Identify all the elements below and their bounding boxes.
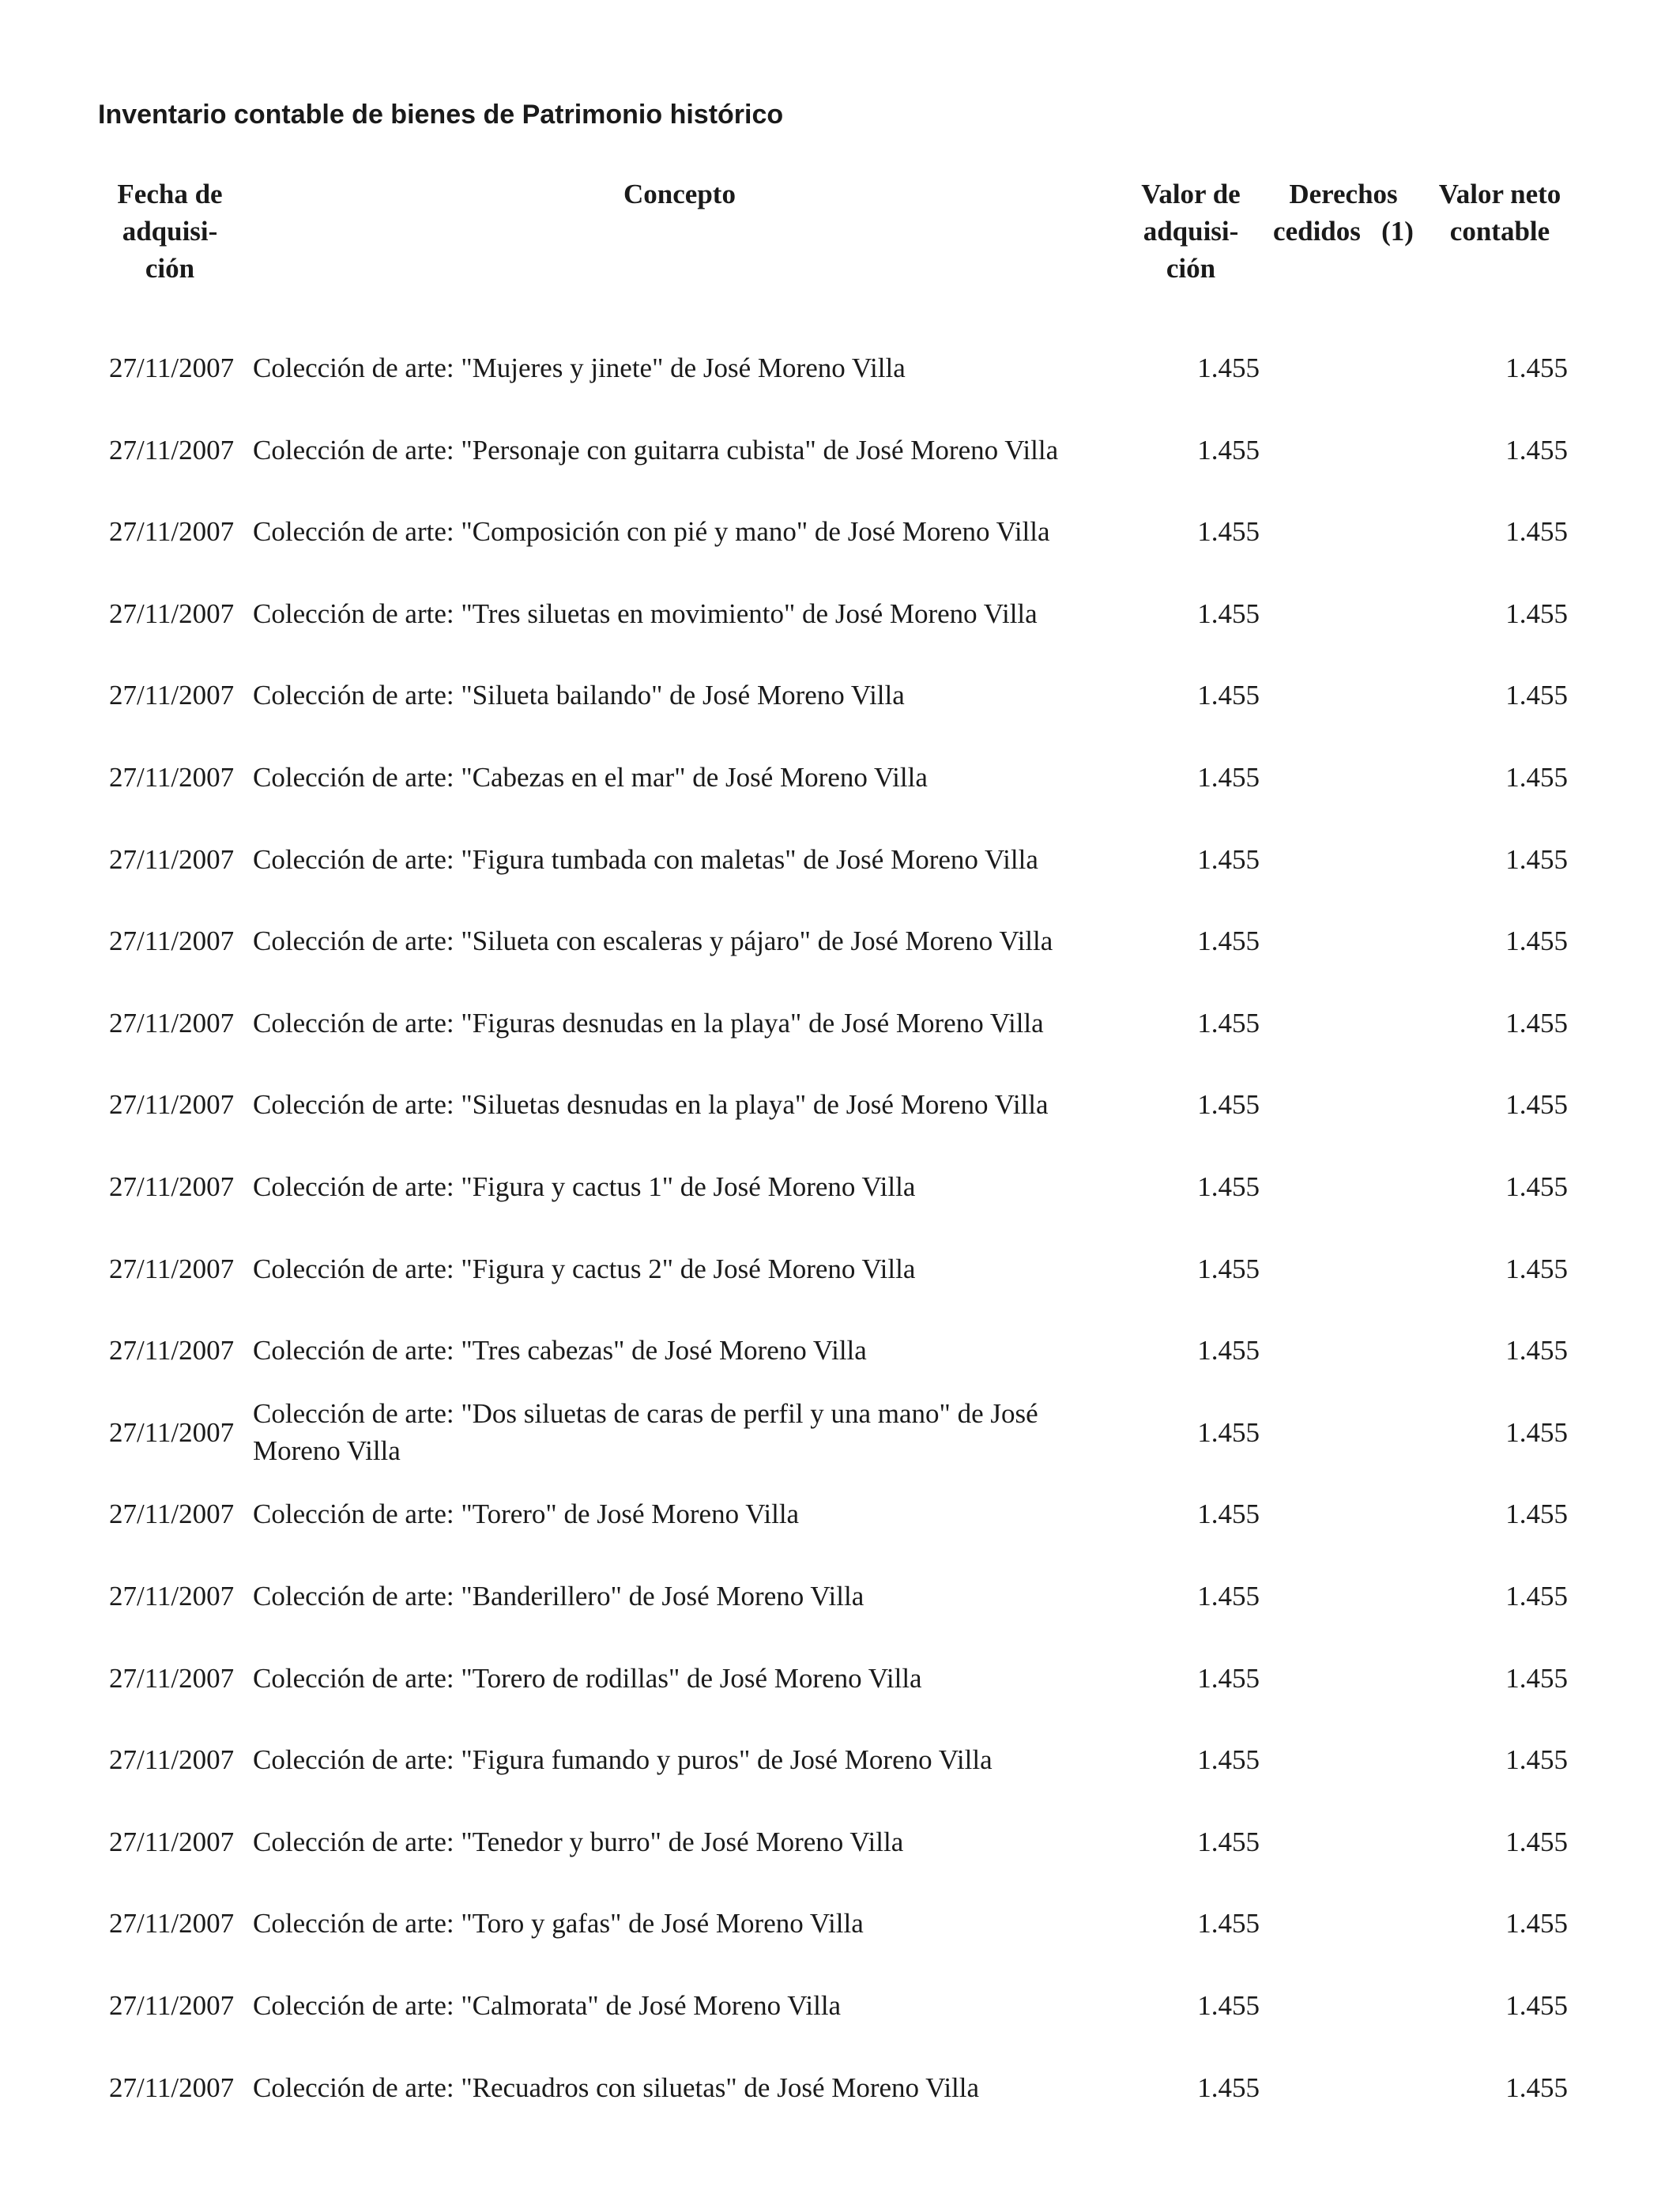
cell-valor-neto-text: 1.455 <box>1505 1662 1568 1694</box>
cell-valor-adquisicion <box>1122 578 1260 649</box>
cell-valor-neto-text: 1.455 <box>1505 2071 1568 2103</box>
table-row <box>0 1478 1680 1549</box>
cell-valor-adquisicion <box>1122 659 1260 730</box>
cell-valor-adquisicion <box>1122 824 1260 895</box>
cell-valor-neto-text: 1.455 <box>1505 1498 1568 1529</box>
cell-valor-neto-text: 1.455 <box>1505 1007 1568 1039</box>
cell-valor-neto-text: 1.455 <box>1505 1253 1568 1284</box>
column-header-derechos-cedidos <box>1264 175 1422 250</box>
cell-date <box>109 905 245 976</box>
column-header-derechos-line: Derechos <box>1289 179 1398 209</box>
cell-concept <box>253 2052 1114 2123</box>
cell-valor-neto <box>1422 1397 1568 1468</box>
cell-date <box>109 741 245 812</box>
cell-derechos-cedidos <box>1272 414 1414 485</box>
cell-date <box>109 824 245 895</box>
cell-derechos-cedidos <box>1272 332 1414 403</box>
cell-concept <box>253 987 1114 1058</box>
cell-derechos-cedidos <box>1272 1560 1414 1631</box>
cell-valor-adquisicion-text: 1.455 <box>1197 1171 1260 1202</box>
cell-concept <box>253 414 1114 485</box>
cell-valor-neto <box>1422 1724 1568 1795</box>
cell-valor-adquisicion <box>1122 1887 1260 1958</box>
cell-valor-neto-text: 1.455 <box>1505 1088 1568 1120</box>
cell-valor-neto <box>1422 332 1568 403</box>
column-header-neto-line: contable <box>1449 216 1550 247</box>
cell-concept <box>253 1478 1114 1549</box>
cell-valor-adquisicion <box>1122 741 1260 812</box>
cell-concept-text: Colección de arte: "Tres siluetas en movimiento" de José Moreno Villa <box>253 598 1038 629</box>
cell-date-text: 27/11/2007 <box>109 352 235 383</box>
cell-valor-adquisicion <box>1122 987 1260 1058</box>
cell-valor-neto-text: 1.455 <box>1505 1580 1568 1612</box>
cell-valor-neto-text: 1.455 <box>1505 1907 1568 1939</box>
cell-valor-neto-text: 1.455 <box>1505 679 1568 711</box>
cell-valor-adquisicion <box>1122 905 1260 976</box>
cell-valor-neto <box>1422 824 1568 895</box>
cell-date-text: 27/11/2007 <box>109 434 235 466</box>
cell-valor-adquisicion <box>1122 332 1260 403</box>
cell-concept-text: Colección de arte: "Figura y cactus 1" de José Moreno Villa <box>253 1171 916 1202</box>
cell-valor-neto <box>1422 1314 1568 1385</box>
cell-date-text: 27/11/2007 <box>109 1007 235 1039</box>
cell-derechos-cedidos <box>1272 2052 1414 2123</box>
cell-concept-text: Colección de arte: "Tenedor y burro" de José Moreno Villa <box>253 1826 904 1857</box>
cell-valor-adquisicion-text: 1.455 <box>1197 1088 1260 1120</box>
table-row <box>0 2052 1680 2123</box>
cell-concept <box>253 1314 1114 1385</box>
table-row <box>0 1397 1680 1468</box>
cell-concept-text: Colección de arte: "Silueta con escaleras y pájaro" de José Moreno Villa <box>253 925 1053 956</box>
column-header-fecha-line: ción <box>145 253 195 284</box>
cell-valor-neto <box>1422 1970 1568 2041</box>
cell-date-text: 27/11/2007 <box>109 1662 235 1694</box>
cell-date-text: 27/11/2007 <box>109 843 235 875</box>
cell-concept <box>253 741 1114 812</box>
cell-derechos-cedidos <box>1272 1806 1414 1877</box>
cell-valor-neto <box>1422 1478 1568 1549</box>
cell-date <box>109 1970 245 2041</box>
cell-concept <box>253 659 1114 730</box>
cell-valor-adquisicion <box>1122 1724 1260 1795</box>
cell-concept-text: Colección de arte: "Composición con pié y mano" de José Moreno Villa <box>253 515 1050 547</box>
cell-concept <box>253 1642 1114 1713</box>
column-header-valor-line: adquisi- <box>1143 216 1239 247</box>
cell-valor-neto-text: 1.455 <box>1505 434 1568 466</box>
cell-derechos-cedidos <box>1272 1151 1414 1222</box>
cell-concept-text: Colección de arte: "Recuadros con siluetas" de José Moreno Villa <box>253 2071 980 2103</box>
cell-valor-adquisicion-text: 1.455 <box>1197 2071 1260 2103</box>
cell-valor-neto <box>1422 1069 1568 1140</box>
cell-concept <box>253 1151 1114 1222</box>
cell-derechos-cedidos <box>1272 659 1414 730</box>
cell-date <box>109 1642 245 1713</box>
cell-date <box>109 1233 245 1304</box>
cell-valor-adquisicion <box>1122 1560 1260 1631</box>
cell-derechos-cedidos <box>1272 578 1414 649</box>
cell-date <box>109 1397 245 1468</box>
table-row <box>0 496 1680 567</box>
cell-valor-adquisicion <box>1122 1478 1260 1549</box>
cell-valor-adquisicion-text: 1.455 <box>1197 1580 1260 1612</box>
table-row <box>0 1806 1680 1877</box>
cell-date <box>109 1806 245 1877</box>
cell-date-text: 27/11/2007 <box>109 1989 235 2021</box>
cell-valor-neto <box>1422 987 1568 1058</box>
cell-date <box>109 1887 245 1958</box>
cell-date-text: 27/11/2007 <box>109 679 235 711</box>
column-header-valor-neto <box>1422 175 1577 250</box>
cell-concept <box>253 905 1114 976</box>
cell-valor-neto <box>1422 1233 1568 1304</box>
cell-concept <box>253 1233 1114 1304</box>
cell-concept-text: Colección de arte: "Siluetas desnudas en la playa" de José Moreno Villa <box>253 1088 1049 1120</box>
cell-date-text: 27/11/2007 <box>109 1088 235 1120</box>
cell-derechos-cedidos <box>1272 1642 1414 1713</box>
cell-valor-neto <box>1422 905 1568 976</box>
cell-valor-adquisicion-text: 1.455 <box>1197 1826 1260 1857</box>
cell-valor-neto <box>1422 578 1568 649</box>
cell-date-text: 27/11/2007 <box>109 1171 235 1202</box>
cell-date-text: 27/11/2007 <box>109 2071 235 2103</box>
cell-valor-neto-text: 1.455 <box>1505 352 1568 383</box>
cell-date-text: 27/11/2007 <box>109 1580 235 1612</box>
cell-valor-adquisicion-text: 1.455 <box>1197 434 1260 466</box>
cell-valor-adquisicion-text: 1.455 <box>1197 1907 1260 1939</box>
column-header-valor-line: ción <box>1166 253 1216 284</box>
cell-date-text: 27/11/2007 <box>109 1498 235 1529</box>
cell-valor-neto-text: 1.455 <box>1505 515 1568 547</box>
cell-concept-text: Colección de arte: "Personaje con guitarra cubista" de José Moreno Villa <box>253 434 1059 466</box>
cell-concept <box>253 1397 1114 1468</box>
cell-derechos-cedidos <box>1272 1397 1414 1468</box>
cell-valor-neto-text: 1.455 <box>1505 1171 1568 1202</box>
table-row <box>0 1069 1680 1140</box>
cell-concept-text: Colección de arte: "Cabezas en el mar" de José Moreno Villa <box>253 761 928 793</box>
cell-date <box>109 496 245 567</box>
table-row <box>0 1724 1680 1795</box>
cell-valor-adquisicion <box>1122 1233 1260 1304</box>
cell-derechos-cedidos <box>1272 824 1414 895</box>
cell-valor-adquisicion-text: 1.455 <box>1197 1334 1260 1366</box>
cell-date-text: 27/11/2007 <box>109 1416 235 1448</box>
cell-concept <box>253 1724 1114 1795</box>
column-header-fecha-line: Fecha de <box>117 179 223 209</box>
cell-valor-neto-text: 1.455 <box>1505 1416 1568 1448</box>
cell-valor-neto <box>1422 414 1568 485</box>
cell-valor-adquisicion <box>1122 1970 1260 2041</box>
column-header-fecha-line: adquisi- <box>122 216 218 247</box>
cell-date-text: 27/11/2007 <box>109 761 235 793</box>
cell-date <box>109 1151 245 1222</box>
cell-concept <box>253 1560 1114 1631</box>
cell-derechos-cedidos <box>1272 905 1414 976</box>
cell-derechos-cedidos <box>1272 1887 1414 1958</box>
cell-valor-neto <box>1422 1560 1568 1631</box>
cell-valor-adquisicion-text: 1.455 <box>1197 1253 1260 1284</box>
cell-derechos-cedidos <box>1272 1069 1414 1140</box>
cell-concept <box>253 332 1114 403</box>
cell-concept-text: Colección de arte: "Figuras desnudas en la playa" de José Moreno Villa <box>253 1007 1044 1039</box>
cell-derechos-cedidos <box>1272 1233 1414 1304</box>
cell-derechos-cedidos <box>1272 741 1414 812</box>
cell-concept-text: Colección de arte: "Figura fumando y puros" de José Moreno Villa <box>253 1744 993 1775</box>
cell-valor-neto <box>1422 659 1568 730</box>
table-row <box>0 659 1680 730</box>
cell-concept-text: Colección de arte: "Calmorata" de José Moreno Villa <box>253 1989 842 2021</box>
cell-concept-text: Colección de arte: "Toro y gafas" de José Moreno Villa <box>253 1907 864 1939</box>
cell-valor-neto <box>1422 1151 1568 1222</box>
cell-date <box>109 1478 245 1549</box>
cell-valor-neto <box>1422 496 1568 567</box>
cell-concept-text: Colección de arte: "Dos siluetas de caras de perfil y una mano" de José Moreno Villa <box>253 1398 1038 1466</box>
cell-valor-neto-text: 1.455 <box>1505 761 1568 793</box>
table-row <box>0 905 1680 976</box>
page-title: Inventario contable de bienes de Patrimonio histórico <box>98 100 784 130</box>
cell-derechos-cedidos <box>1272 496 1414 567</box>
inventory-table-body <box>0 332 1680 2150</box>
cell-concept-text: Colección de arte: "Silueta bailando" de José Moreno Villa <box>253 679 905 711</box>
column-header-neto-line: Valor neto <box>1438 179 1561 209</box>
column-header-valor-adquisicion <box>1116 175 1266 287</box>
cell-derechos-cedidos <box>1272 1970 1414 2041</box>
cell-concept <box>253 1887 1114 1958</box>
cell-date-text: 27/11/2007 <box>109 1334 235 1366</box>
cell-valor-adquisicion-text: 1.455 <box>1197 515 1260 547</box>
cell-concept <box>253 1806 1114 1877</box>
table-row <box>0 987 1680 1058</box>
cell-concept-text: Colección de arte: "Torero" de José Moreno Villa <box>253 1498 800 1529</box>
table-row <box>0 332 1680 403</box>
cell-valor-adquisicion-text: 1.455 <box>1197 679 1260 711</box>
cell-valor-adquisicion-text: 1.455 <box>1197 761 1260 793</box>
column-header-valor-line: Valor de <box>1141 179 1241 209</box>
cell-date <box>109 332 245 403</box>
cell-date-text: 27/11/2007 <box>109 515 235 547</box>
cell-date-text: 27/11/2007 <box>109 1826 235 1857</box>
cell-concept-text: Colección de arte: "Figura tumbada con maletas" de José Moreno Villa <box>253 843 1038 875</box>
cell-valor-neto-text: 1.455 <box>1505 1334 1568 1366</box>
cell-concept <box>253 1069 1114 1140</box>
table-row <box>0 578 1680 649</box>
table-row <box>0 1314 1680 1385</box>
cell-concept <box>253 578 1114 649</box>
cell-valor-adquisicion <box>1122 1397 1260 1468</box>
cell-derechos-cedidos <box>1272 1478 1414 1549</box>
column-header-derechos-line: cedidos (1) <box>1273 216 1414 247</box>
cell-valor-adquisicion-text: 1.455 <box>1197 1662 1260 1694</box>
cell-valor-neto <box>1422 1887 1568 1958</box>
cell-valor-neto-text: 1.455 <box>1505 843 1568 875</box>
table-row <box>0 1970 1680 2041</box>
cell-valor-adquisicion <box>1122 414 1260 485</box>
cell-date-text: 27/11/2007 <box>109 598 235 629</box>
table-row <box>0 414 1680 485</box>
cell-valor-adquisicion-text: 1.455 <box>1197 598 1260 629</box>
cell-valor-adquisicion <box>1122 1069 1260 1140</box>
cell-date-text: 27/11/2007 <box>109 1744 235 1775</box>
cell-valor-adquisicion <box>1122 2052 1260 2123</box>
table-row <box>0 1887 1680 1958</box>
cell-valor-neto-text: 1.455 <box>1505 598 1568 629</box>
cell-valor-adquisicion-text: 1.455 <box>1197 843 1260 875</box>
cell-valor-neto-text: 1.455 <box>1505 925 1568 956</box>
cell-date <box>109 987 245 1058</box>
cell-date-text: 27/11/2007 <box>109 925 235 956</box>
cell-date <box>109 659 245 730</box>
cell-date <box>109 578 245 649</box>
table-row <box>0 1233 1680 1304</box>
table-row <box>0 824 1680 895</box>
cell-valor-adquisicion-text: 1.455 <box>1197 925 1260 956</box>
cell-valor-adquisicion <box>1122 1151 1260 1222</box>
cell-concept-text: Colección de arte: "Banderillero" de José Moreno Villa <box>253 1580 864 1612</box>
cell-valor-adquisicion-text: 1.455 <box>1197 1989 1260 2021</box>
column-header-concepto <box>253 175 1106 213</box>
cell-valor-adquisicion-text: 1.455 <box>1197 1744 1260 1775</box>
cell-concept <box>253 1970 1114 2041</box>
cell-concept-text: Colección de arte: "Tres cabezas" de José Moreno Villa <box>253 1334 867 1366</box>
cell-valor-neto <box>1422 1806 1568 1877</box>
cell-date <box>109 1724 245 1795</box>
cell-valor-neto <box>1422 741 1568 812</box>
cell-valor-adquisicion <box>1122 1642 1260 1713</box>
cell-date <box>109 414 245 485</box>
cell-valor-neto <box>1422 2052 1568 2123</box>
cell-concept <box>253 824 1114 895</box>
cell-derechos-cedidos <box>1272 987 1414 1058</box>
cell-date <box>109 1560 245 1631</box>
cell-valor-adquisicion-text: 1.455 <box>1197 1007 1260 1039</box>
cell-valor-neto-text: 1.455 <box>1505 1826 1568 1857</box>
cell-valor-neto-text: 1.455 <box>1505 1989 1568 2021</box>
cell-date <box>109 1314 245 1385</box>
cell-date-text: 27/11/2007 <box>109 1253 235 1284</box>
cell-valor-adquisicion-text: 1.455 <box>1197 352 1260 383</box>
cell-date <box>109 1069 245 1140</box>
table-row <box>0 1151 1680 1222</box>
cell-concept-text: Colección de arte: "Torero de rodillas" de José Moreno Villa <box>253 1662 922 1694</box>
cell-valor-adquisicion <box>1122 496 1260 567</box>
cell-derechos-cedidos <box>1272 1314 1414 1385</box>
cell-valor-adquisicion <box>1122 1806 1260 1877</box>
cell-date-text: 27/11/2007 <box>109 1907 235 1939</box>
cell-concept-text: Colección de arte: "Figura y cactus 2" de José Moreno Villa <box>253 1253 916 1284</box>
cell-concept-text: Colección de arte: "Mujeres y jinete" de José Moreno Villa <box>253 352 906 383</box>
cell-date <box>109 2052 245 2123</box>
cell-valor-neto <box>1422 1642 1568 1713</box>
table-row <box>0 1642 1680 1713</box>
cell-concept <box>253 496 1114 567</box>
cell-valor-neto-text: 1.455 <box>1505 1744 1568 1775</box>
cell-valor-adquisicion <box>1122 1314 1260 1385</box>
cell-valor-adquisicion-text: 1.455 <box>1197 1416 1260 1448</box>
column-header-concepto-line: Concepto <box>623 179 736 209</box>
column-header-fecha <box>103 175 237 287</box>
cell-valor-adquisicion-text: 1.455 <box>1197 1498 1260 1529</box>
table-row <box>0 1560 1680 1631</box>
table-row <box>0 741 1680 812</box>
cell-derechos-cedidos <box>1272 1724 1414 1795</box>
